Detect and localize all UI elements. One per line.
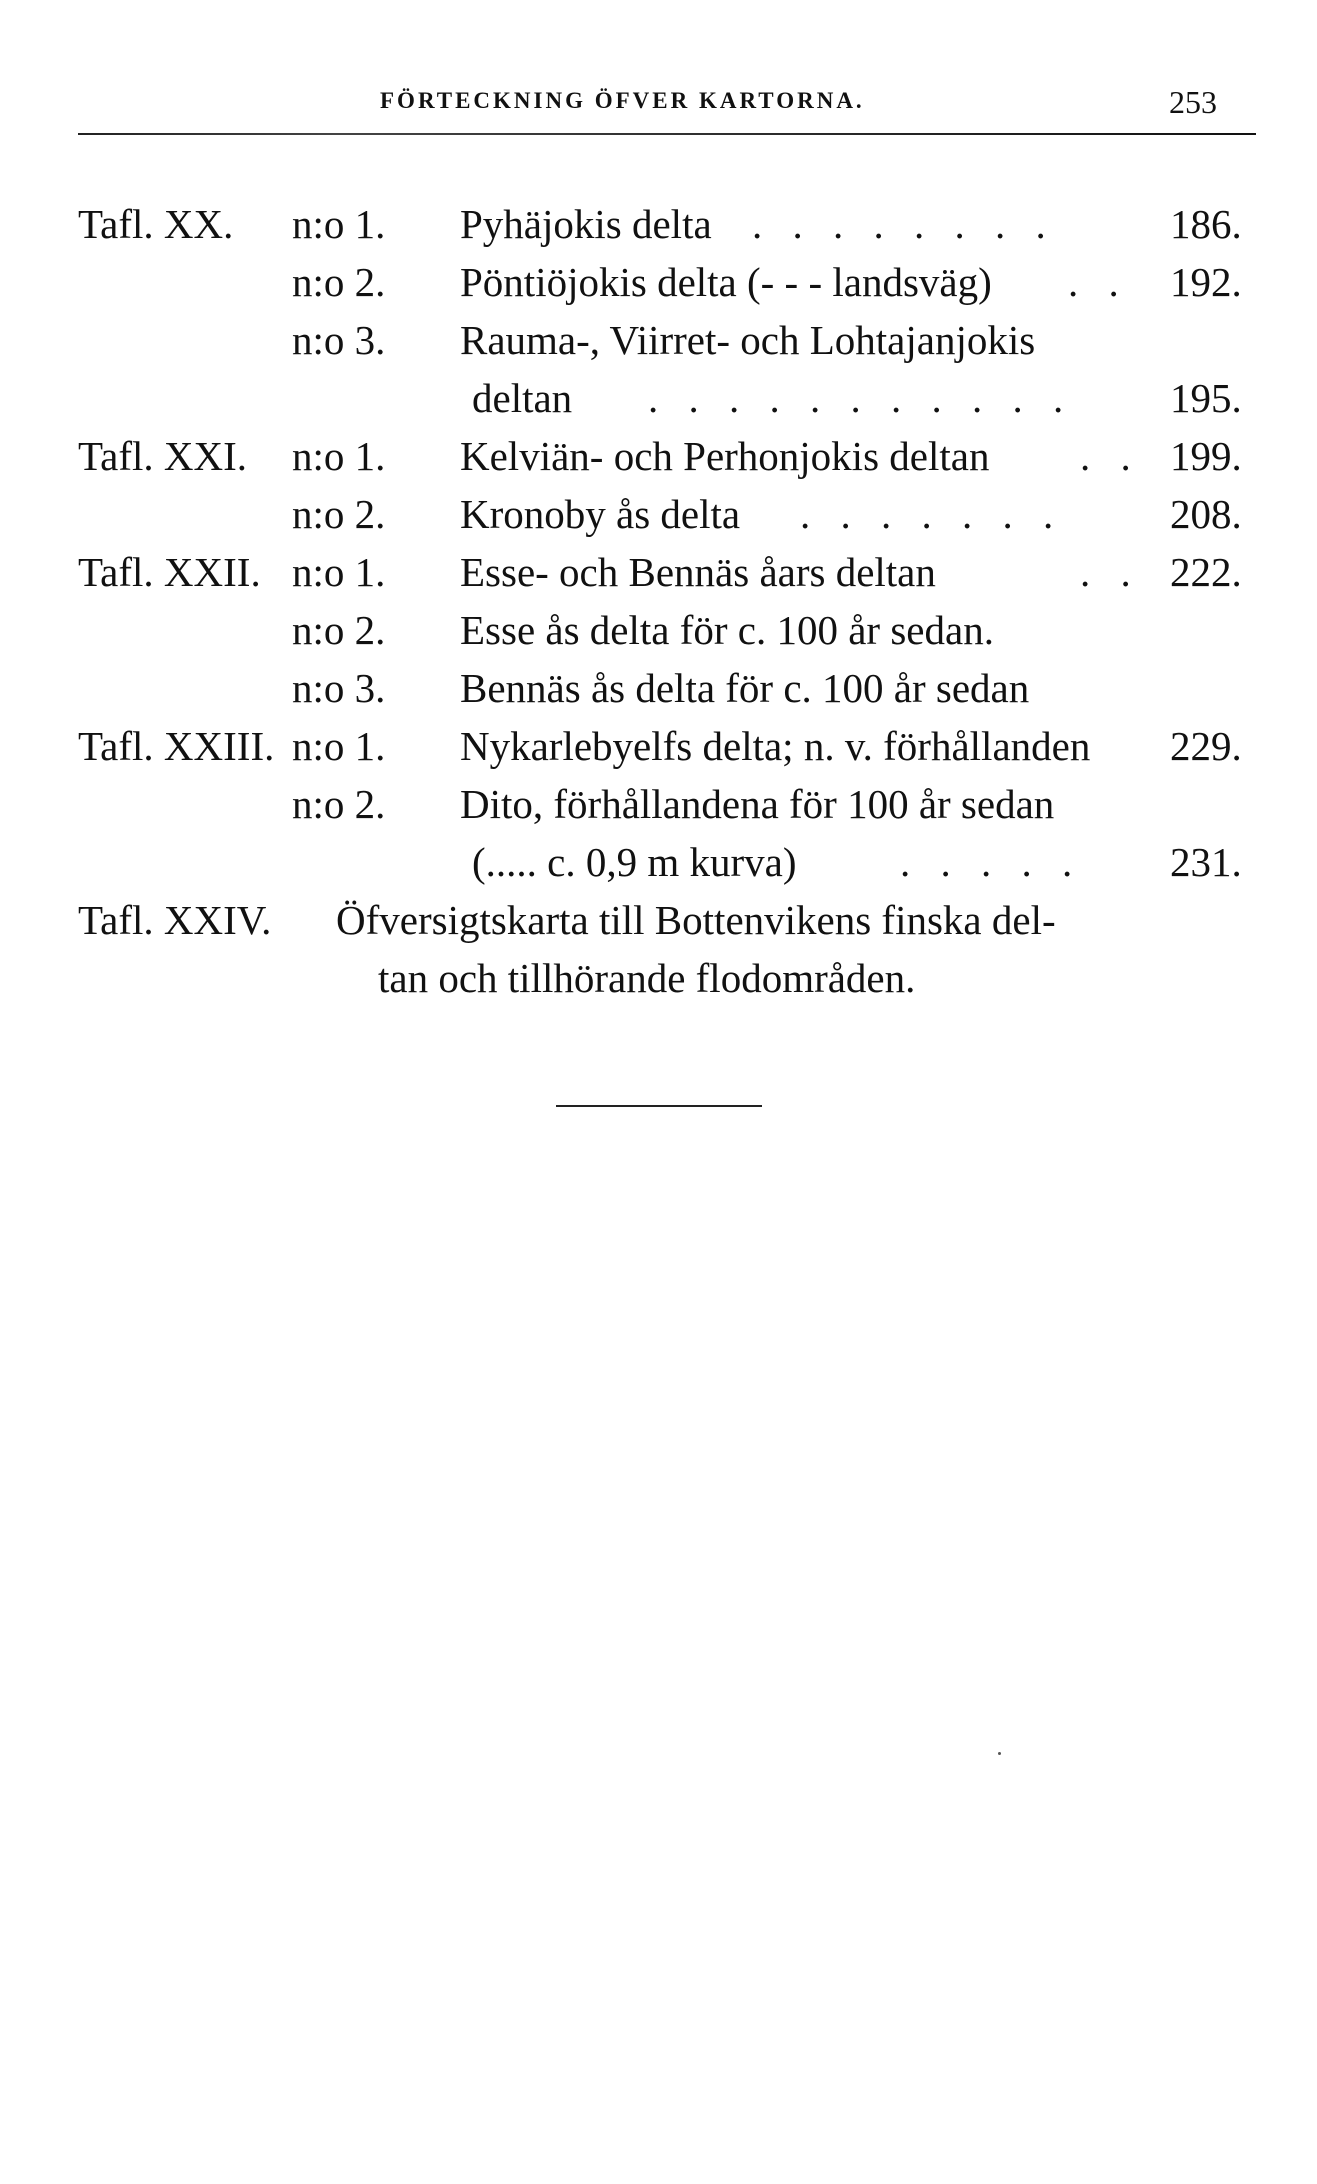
map-number: n:o 3. — [292, 665, 386, 711]
header-rule — [78, 133, 1256, 135]
leader-dots: . . . . . — [900, 839, 1083, 885]
page-ref: 208. — [1170, 491, 1242, 537]
map-number: n:o 2. — [292, 259, 386, 305]
map-number: n:o 1. — [292, 723, 386, 769]
map-title: Pöntiöjokis delta (- - - landsväg) — [460, 259, 992, 305]
plate-label: Tafl. XXIII. — [78, 723, 275, 769]
map-number: n:o 2. — [292, 491, 386, 537]
page-ref: 231. — [1170, 839, 1242, 885]
page-ref: 192. — [1170, 259, 1242, 305]
map-title: deltan — [472, 375, 573, 421]
map-title: tan och tillhörande flodområden. — [378, 955, 916, 1001]
leader-dots: . . . . . . . . . . . — [648, 375, 1074, 421]
map-number: n:o 1. — [292, 433, 386, 479]
page-ref: 222. — [1170, 549, 1242, 595]
leader-dots: . . — [1080, 433, 1141, 479]
map-title: Nykarlebyelfs delta; n. v. förhållanden — [460, 723, 1091, 769]
map-number: n:o 1. — [292, 549, 386, 595]
print-speck — [998, 1752, 1001, 1755]
page-ref: 186. — [1170, 201, 1242, 247]
end-rule — [556, 1105, 762, 1107]
leader-dots: . . . . . . . . — [752, 201, 1056, 247]
map-title: (..... c. 0,9 m kurva) — [472, 839, 797, 885]
running-title: FÖRTECKNING ÖFVER KARTORNA. — [380, 88, 865, 113]
map-title: Öfversigtskarta till Bottenvikens finska del- — [336, 897, 1056, 943]
page-ref: 229. — [1170, 723, 1242, 769]
map-title: Esse ås delta för c. 100 år sedan. — [460, 607, 994, 653]
map-title: Pyhäjokis delta — [460, 201, 712, 247]
map-title: Esse- och Bennäs åars deltan — [460, 549, 936, 595]
map-title: Dito, förhållandena för 100 år sedan — [460, 781, 1055, 827]
plate-label: Tafl. XXI. — [78, 433, 248, 479]
plate-label: Tafl. XX. — [78, 201, 234, 247]
page-number: 253 — [1169, 84, 1217, 120]
map-title: Bennäs ås delta för c. 100 år sedan — [460, 665, 1030, 711]
map-number: n:o 1. — [292, 201, 386, 247]
leader-dots: . . — [1080, 549, 1141, 595]
running-header — [0, 84, 1317, 128]
map-title: Rauma-, Viirret- och Lohtajanjokis — [460, 317, 1036, 363]
page-ref: 195. — [1170, 375, 1242, 421]
page-ref: 199. — [1170, 433, 1242, 479]
map-number: n:o 3. — [292, 317, 386, 363]
leader-dots: . . — [1068, 259, 1129, 305]
leader-dots: . . . . . . . — [800, 491, 1064, 537]
map-number: n:o 2. — [292, 607, 386, 653]
map-title: Kelviän- och Perhonjokis deltan — [460, 433, 990, 479]
map-title: Kronoby ås delta — [460, 491, 741, 537]
plate-label: Tafl. XXIV. — [78, 897, 272, 943]
plate-label: Tafl. XXII. — [78, 549, 261, 595]
map-number: n:o 2. — [292, 781, 386, 827]
